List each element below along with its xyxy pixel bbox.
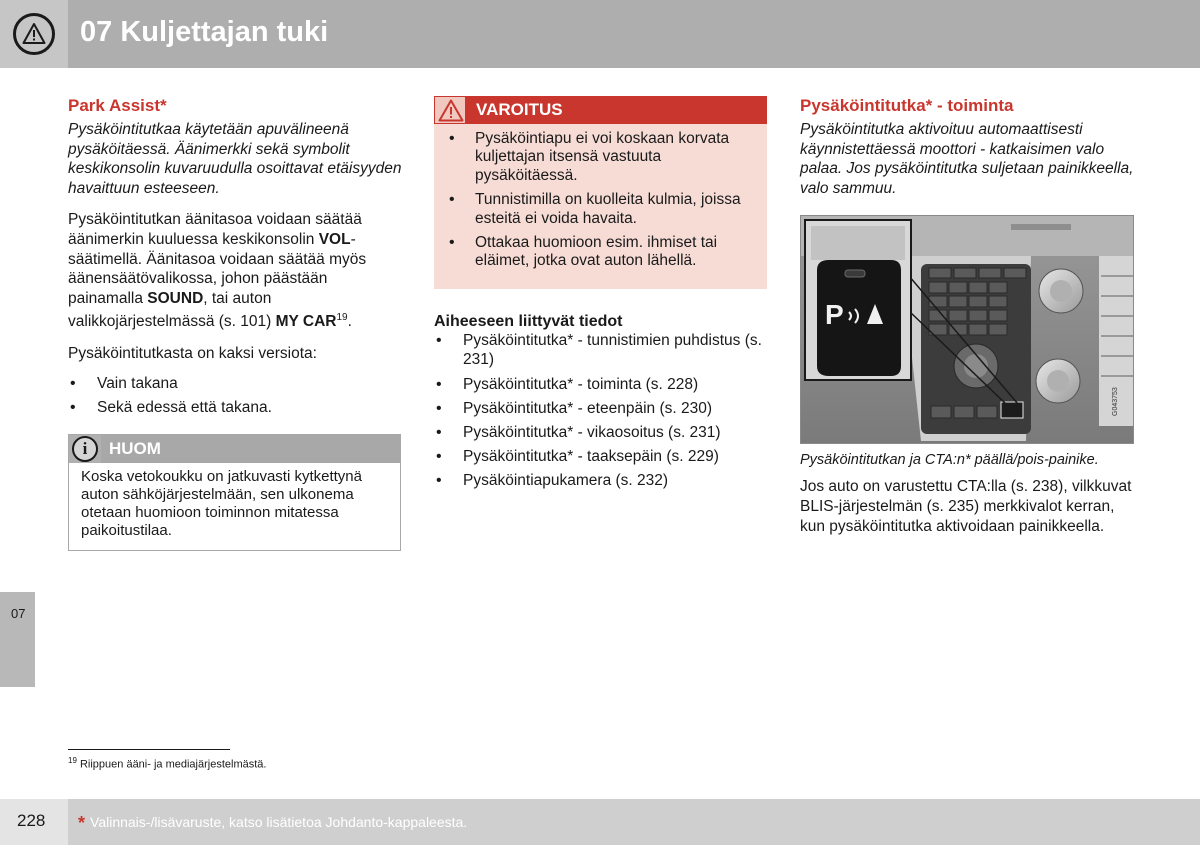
footnote: [68, 756, 266, 771]
mycar-keyword: MY CAR: [275, 313, 337, 331]
section-intro: Pysäköintitutka aktivoituu automaattisesti käynnistettäessä moottori - katkaisimen valo palaa. Jos pysäköintitutka suljetaan painikkeella, valo sammuu.: [800, 121, 1134, 197]
warning-triangle-icon: [13, 13, 55, 55]
section-intro: Pysäköintitutkaa käytetään apuvälineenä pysäköitäessä. Äänimerkki sekä symbolit keskikonsolin kuvaruudulla osoittavat etäisyyden havaittuun esteeseen.: [68, 121, 402, 197]
column-left: [68, 96, 402, 551]
related-link[interactable]: • Pysäköintitutka* - taaksepäin (s. 229): [434, 447, 767, 467]
asterisk-marker: *: [78, 813, 86, 833]
list-item: • Ottakaa huomioon esim. ihmiset tai eläimet, jotka ovat auton lähellä.: [447, 234, 755, 271]
list-item: • Tunnistimilla on kuolleita kulmia, joissa esteitä ei voida havaita.: [447, 191, 755, 228]
footnote-number: 19: [68, 756, 77, 765]
text-run: , tai auton valikkojärjestelmässä (s. 101): [68, 289, 276, 331]
list-item: • Vain takana: [68, 374, 402, 394]
text-run: Pysäköintitutkan äänitasoa voidaan säätää äänimerkin kuuluessa keskikonsolin: [68, 211, 362, 248]
text-run: -säätimellä. Äänitasoa voidaan säätää myös äänensäätövalikossa, johon päästään painamalla: [68, 230, 367, 307]
footnote-text: Riippuen ääni- ja mediajärjestelmästä.: [79, 758, 267, 771]
section-title: Park Assist*: [68, 96, 167, 115]
list-item: • Sekä edessä että takana.: [68, 398, 402, 418]
versions-paragraph: Pysäköintitutkasta on kaksi versiota:: [68, 345, 317, 363]
column-right: [800, 96, 1134, 536]
list-item: • Pysäköintiapu ei voi koskaan korvata kuljettajan itsensä vastuuta pysäköitäessä.: [447, 130, 755, 185]
footer-note-text: Valinnais-/lisävaruste, katso lisätietoa Johdanto-kappaleesta.: [90, 814, 468, 830]
column-middle: [434, 96, 767, 495]
note-box: [68, 434, 401, 551]
page-number: 228: [17, 811, 46, 830]
photo-code: G043753: [1112, 387, 1119, 417]
console-photo: [800, 215, 1134, 444]
note-header: [69, 435, 400, 463]
footer-note: [78, 813, 467, 834]
text-run: .: [347, 313, 352, 331]
note-body: Koska vetokoukku on jatkuvasti kytkettynä auton sähköjärjestelmään, sen ulkonema otetaan huomioon toiminnon mitatessa paikoitustilaa.: [69, 463, 400, 550]
header-icon-box: [0, 0, 68, 68]
svg-text:P: P: [825, 299, 844, 331]
warning-label: VAROITUS: [476, 100, 563, 119]
vol-keyword: VOL: [318, 230, 351, 248]
note-label: HUOM: [101, 435, 401, 463]
chapter-tab[interactable]: [0, 592, 35, 687]
warning-header: [434, 96, 767, 124]
footnote-ref[interactable]: 19: [336, 312, 348, 324]
page-title: 07 Kuljettajan tuki: [80, 16, 329, 48]
warning-list: [434, 124, 767, 271]
related-link[interactable]: • Pysäköintiapukamera (s. 232): [434, 471, 767, 491]
chapter-tab-label: 07: [11, 606, 26, 621]
cta-paragraph: Jos auto on varustettu CTA:lla (s. 238), vilkkuvat BLIS-järjestelmän (s. 235) merkkivalot kerran, kun pysäköintitutka aktivoidaan painikkeella.: [800, 478, 1132, 535]
sound-keyword: SOUND: [147, 289, 204, 307]
related-link[interactable]: • Pysäköintitutka* - toiminta (s. 228): [434, 375, 767, 395]
versions-list: [68, 374, 402, 418]
related-list: [434, 331, 767, 491]
page-footer: [0, 799, 1200, 845]
related-link[interactable]: • Pysäköintitutka* - vikaosoitus (s. 231): [434, 423, 767, 443]
page-number-box: [0, 799, 68, 845]
related-link[interactable]: • Pysäköintitutka* - eteenpäin (s. 230): [434, 399, 767, 419]
warning-triangle-icon: [434, 96, 466, 124]
footnote-divider: [68, 749, 230, 750]
warning-box: [434, 96, 767, 289]
related-link[interactable]: • Pysäköintitutka* - tunnistimien puhdistus (s. 231): [434, 331, 767, 370]
photo-caption: Pysäköintitutkan ja CTA:n* päällä/pois-painike.: [800, 452, 1099, 469]
page-header: [0, 0, 1200, 68]
info-icon: i: [72, 436, 98, 462]
related-title: Aiheeseen liittyvät tiedot: [434, 312, 623, 330]
volume-paragraph: [68, 210, 402, 332]
section-title: Pysäköintitutka* - toiminta: [800, 96, 1014, 115]
